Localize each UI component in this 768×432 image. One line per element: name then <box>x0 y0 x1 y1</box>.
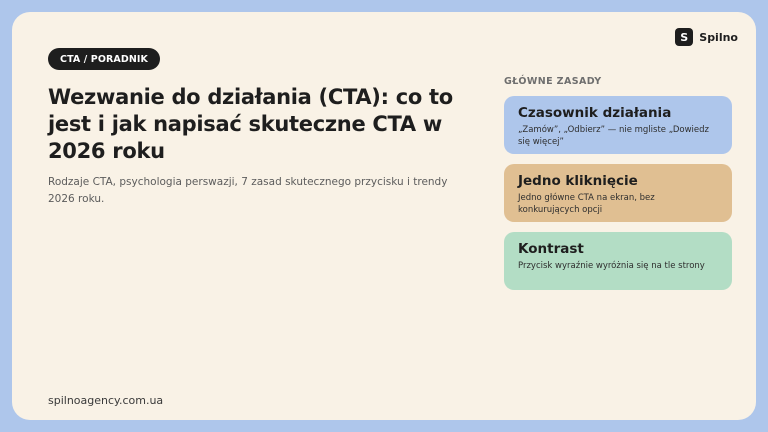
principle-card-one-click <box>504 164 732 222</box>
brand-name: Spilno <box>699 30 738 44</box>
brand-mark-icon: S <box>675 28 693 46</box>
footer-website-link[interactable]: spilnoagency.com.ua <box>48 394 164 407</box>
principle-card-title: Czasownik działania <box>518 105 672 121</box>
principle-card-text: Przycisk wyraźnie wyróżnia się na tle strony <box>518 261 705 271</box>
page-title: Wezwanie do działania (CTA): co to jest i jak napisać skuteczne CTA w 2026 roku <box>48 85 453 163</box>
principle-card-action-verb <box>504 96 732 154</box>
category-tag: CTA / PORADNIK <box>48 48 160 70</box>
page-subtitle: Rodzaje CTA, psychologia perswazji, 7 zasad skutecznego przycisku i trendy 2026 roku. <box>48 176 448 205</box>
principle-card-text: Jedno główne CTA na ekran, bez konkurujących opcji <box>518 193 655 215</box>
principle-card-contrast <box>504 232 732 290</box>
principles-heading: GŁÓWNE ZASADY <box>504 76 602 87</box>
brand-logo[interactable] <box>675 28 738 46</box>
principle-card-text: „Zamów”, „Odbierz” — nie mgliste „Dowiedz się więcej” <box>518 125 709 147</box>
principle-card-title: Kontrast <box>518 241 584 257</box>
slide-frame <box>12 12 756 420</box>
principle-card-title: Jedno kliknięcie <box>518 173 638 189</box>
